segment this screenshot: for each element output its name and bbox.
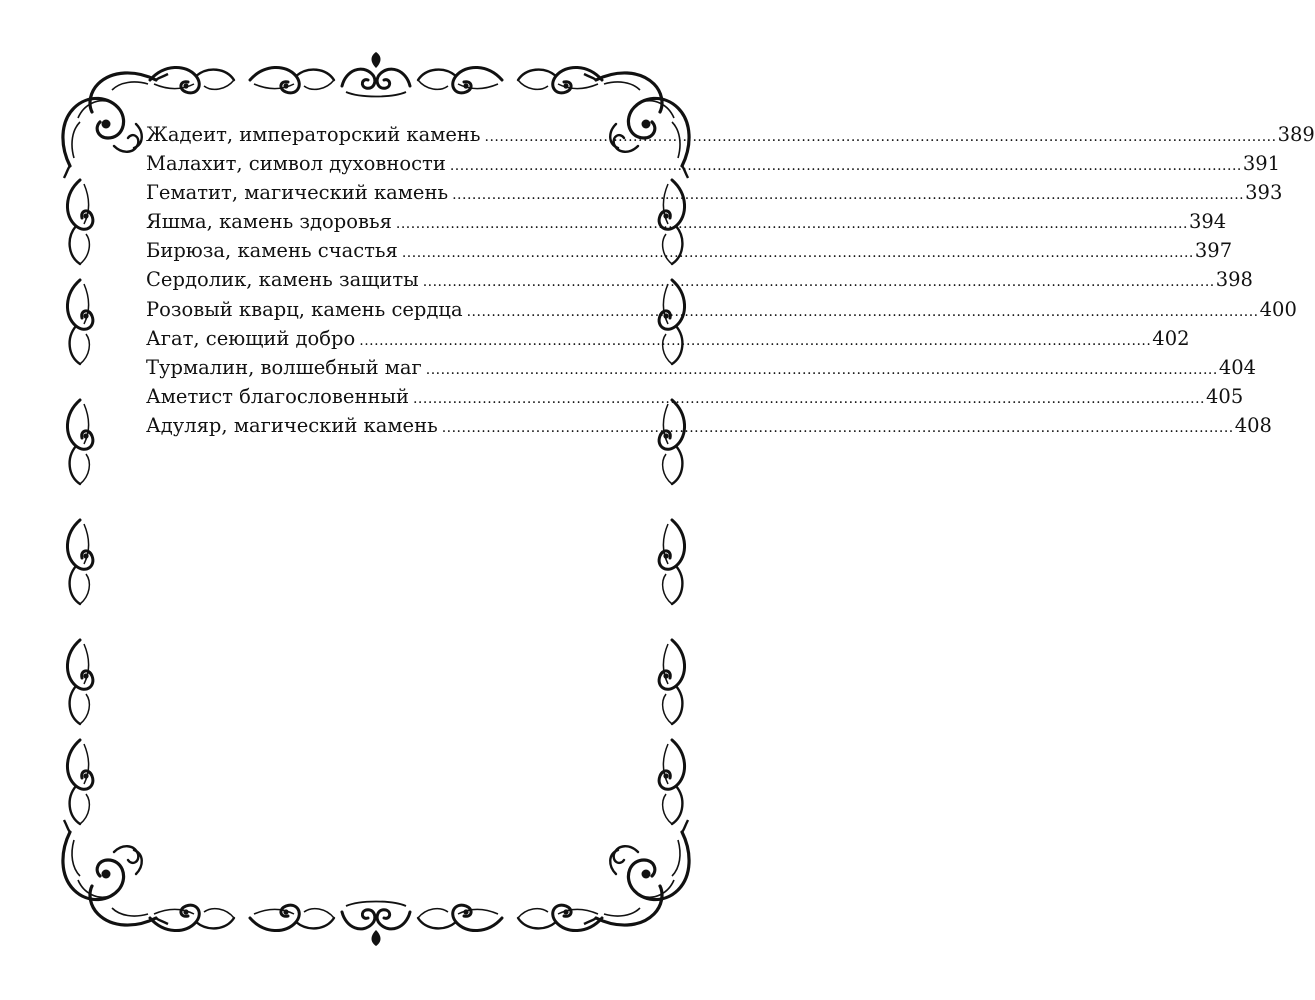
toc-entry-title: Турмалин, волшебный маг xyxy=(146,355,422,379)
toc-entry-page: 389 xyxy=(1277,123,1315,146)
toc-entry-title: Жадеит, императорский камень xyxy=(146,123,481,146)
toc-entry-title: Бирюза, камень счастья xyxy=(146,239,398,263)
toc-entry-title: Аметист благословенный xyxy=(146,384,409,408)
dot-leader: ................................................................................................................................................................ xyxy=(412,390,1205,407)
toc-entry-page: 400 xyxy=(1259,297,1297,321)
toc-entry-title: Яшма, камень здоровья xyxy=(146,210,392,234)
toc-entry[interactable] xyxy=(146,265,1253,294)
dot-leader: ................................................................................................................................................................ xyxy=(449,158,1242,175)
toc-entry[interactable] xyxy=(146,353,1257,382)
dot-leader: ................................................................................................................................................................ xyxy=(466,303,1259,320)
toc-entry-title: Сердолик, камень защиты xyxy=(146,268,419,292)
table-of-contents xyxy=(146,120,1315,440)
dot-leader: ................................................................................................................................................................ xyxy=(395,216,1188,233)
toc-entry-title: Гематит, магический камень xyxy=(146,181,449,205)
toc-entry-title: Малахит, символ духовности xyxy=(146,152,446,176)
toc-entry-page: 402 xyxy=(1152,326,1190,350)
toc-entry-page: 398 xyxy=(1215,268,1253,292)
bottom-border-ornament xyxy=(150,902,602,947)
toc-entry-title: Адуляр, магический камень xyxy=(146,413,438,437)
toc-entry[interactable] xyxy=(146,324,1190,353)
dot-leader: ................................................................................................................................................................ xyxy=(441,419,1234,436)
toc-entry[interactable] xyxy=(146,149,1281,178)
dot-leader: ................................................................................................................................................................ xyxy=(484,129,1277,145)
corner-ornament-bottom-right xyxy=(584,820,689,925)
toc-entry-page: 405 xyxy=(1206,384,1244,408)
toc-entry[interactable] xyxy=(146,178,1283,207)
toc-entry-title: Розовый кварц, камень сердца xyxy=(146,297,463,321)
toc-entry-page: 397 xyxy=(1194,239,1233,263)
corner-ornament-bottom-left xyxy=(63,820,168,925)
toc-entry-page: 404 xyxy=(1218,355,1257,379)
dot-leader: ................................................................................................................................................................ xyxy=(422,274,1215,291)
toc-entry-page: 393 xyxy=(1245,181,1283,205)
toc-entry[interactable] xyxy=(146,120,1315,149)
dot-leader: ................................................................................................................................................................ xyxy=(401,245,1194,262)
toc-entry-page: 408 xyxy=(1234,413,1272,437)
toc-entry[interactable] xyxy=(146,236,1233,265)
dot-leader: ................................................................................................................................................................ xyxy=(452,187,1245,204)
top-border-ornament xyxy=(150,52,602,97)
toc-entry[interactable] xyxy=(146,411,1272,440)
dot-leader: ................................................................................................................................................................ xyxy=(425,361,1218,378)
toc-entry[interactable] xyxy=(146,207,1227,236)
toc-entry-page: 391 xyxy=(1242,152,1281,176)
toc-entry-title: Агат, сеющий добро xyxy=(146,326,356,350)
toc-entry[interactable] xyxy=(146,382,1244,411)
left-border-ornament xyxy=(67,180,92,824)
toc-entry[interactable] xyxy=(146,295,1297,324)
dot-leader: ................................................................................................................................................................ xyxy=(359,332,1152,349)
toc-entry-page: 394 xyxy=(1188,210,1227,234)
